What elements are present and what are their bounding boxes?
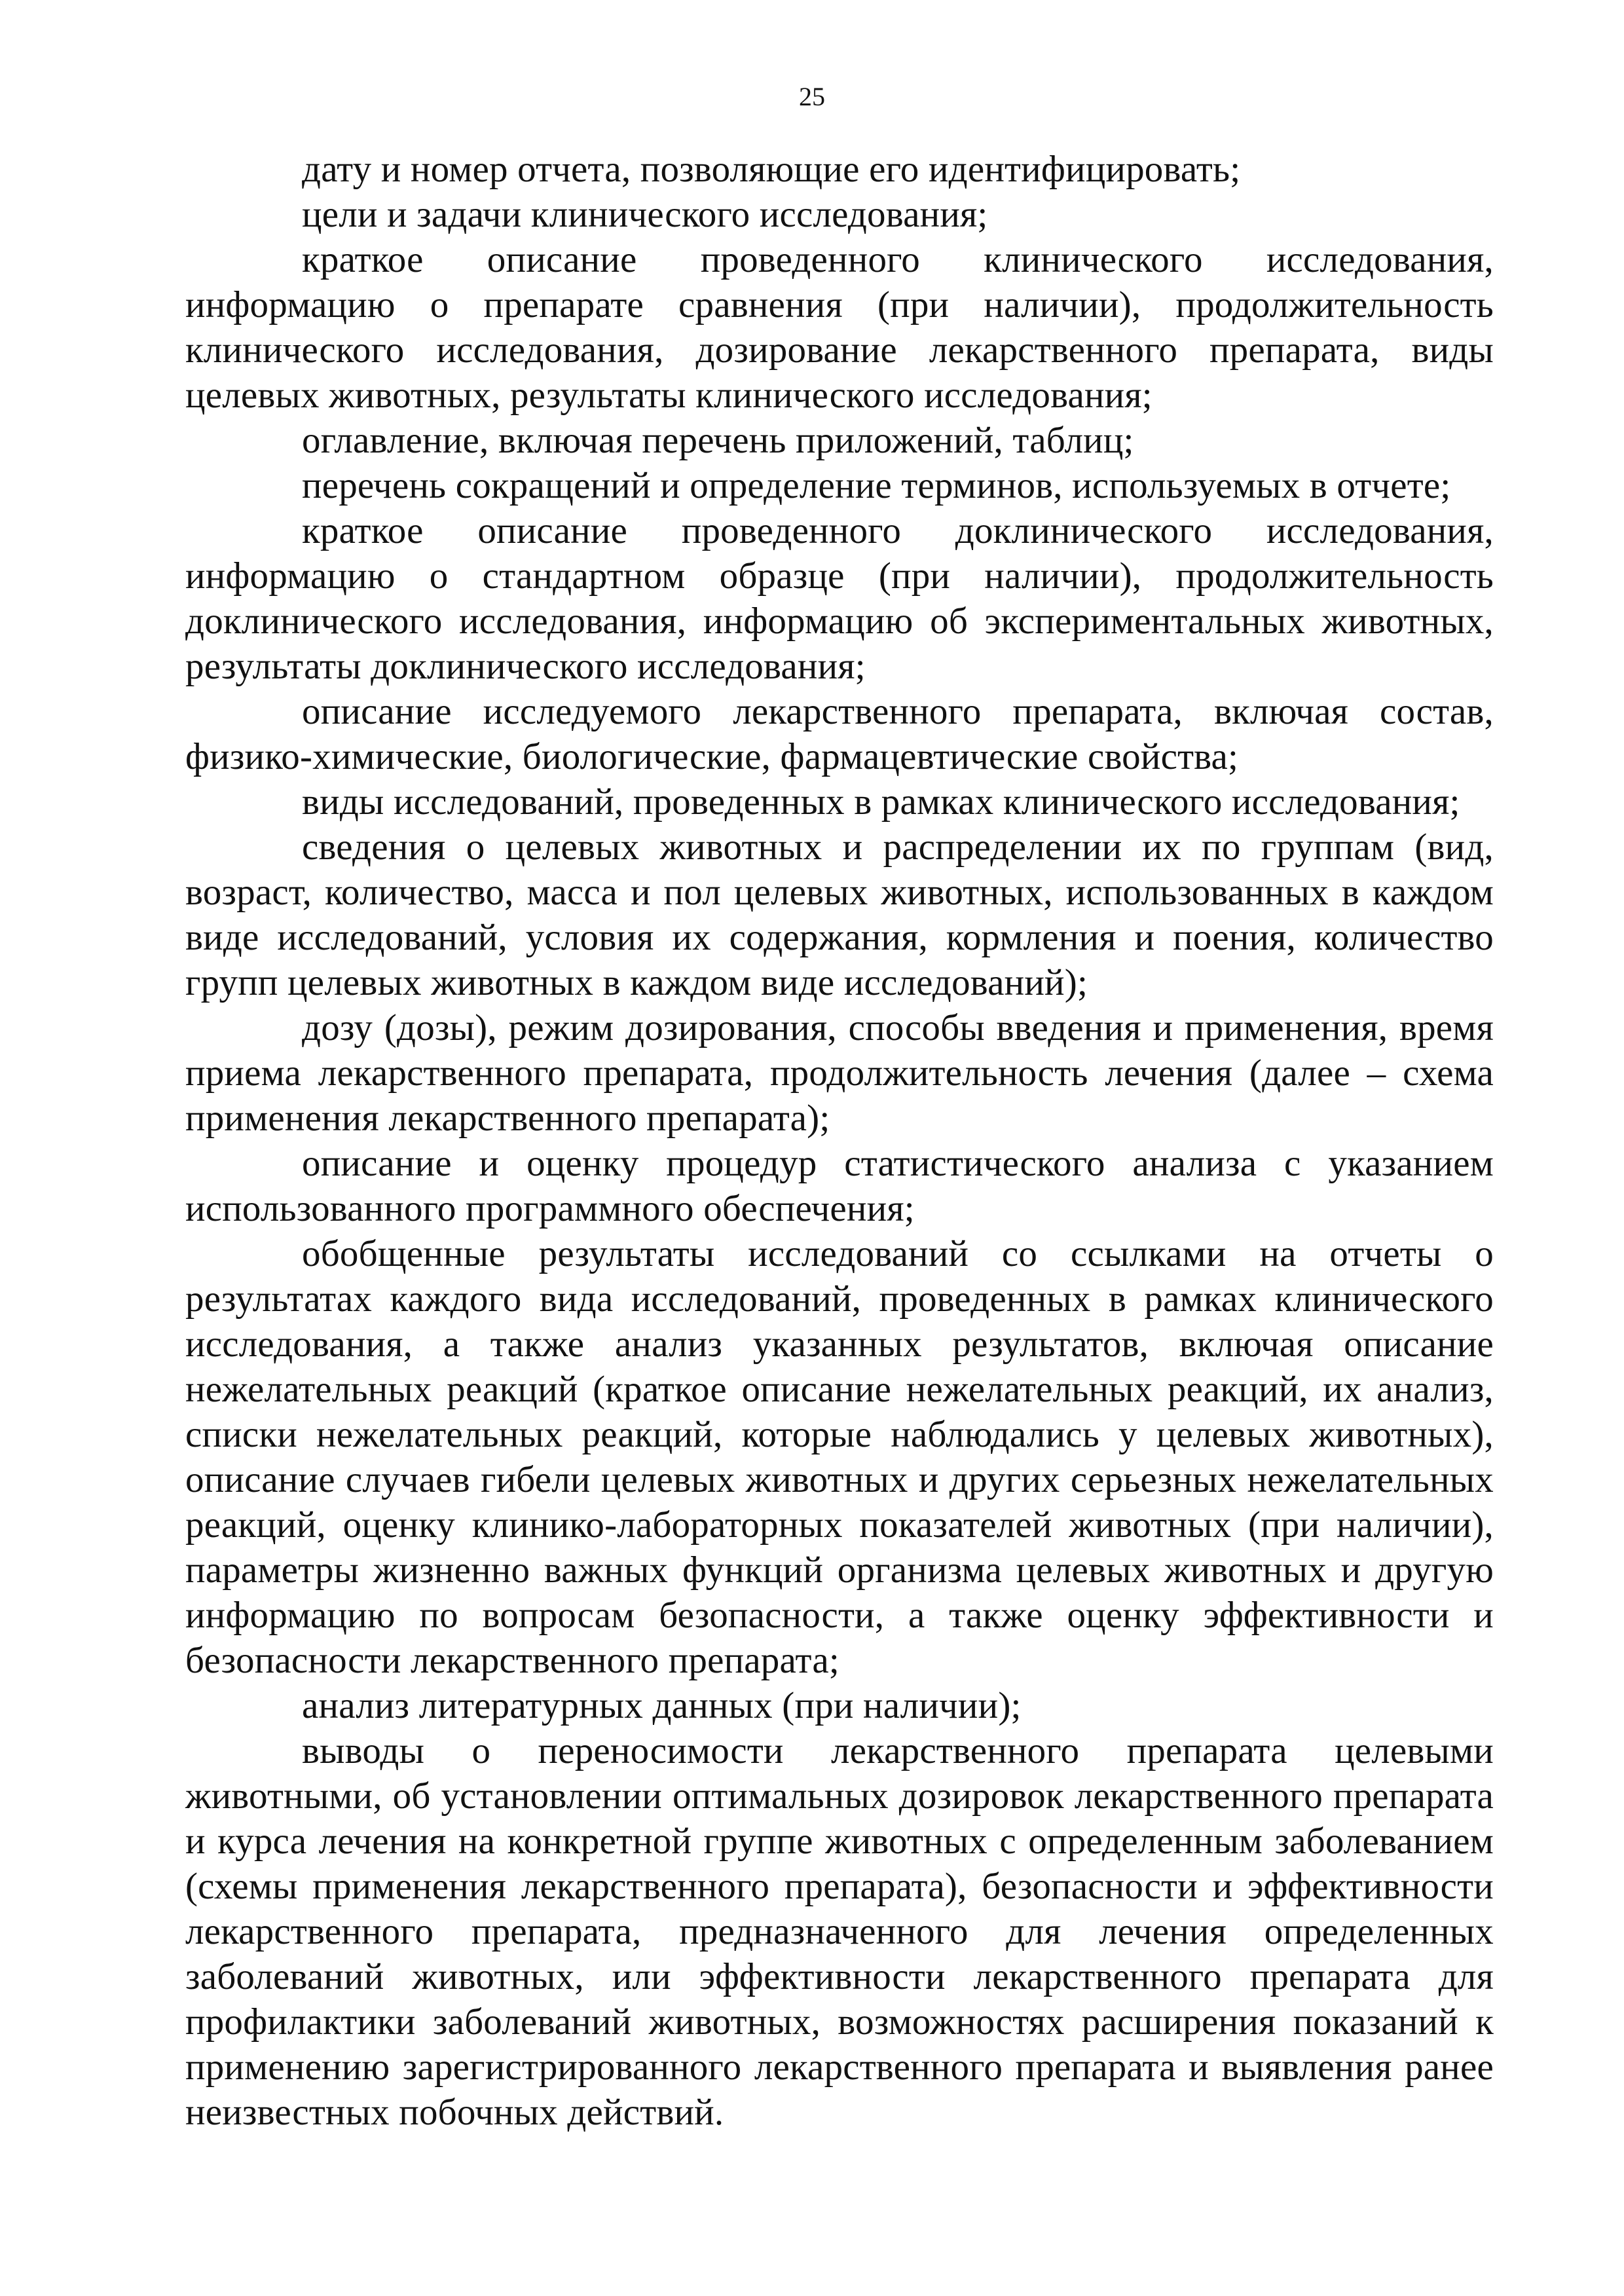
paragraph-report-date: дату и номер отчета, позволяющие его идентифицировать; [302,149,1241,190]
paragraph-literature: анализ литературных данных (при наличии); [302,1685,1022,1726]
paragraph-abbreviations: перечень сокращений и определение терминов, используемых в отчете; [302,465,1451,506]
paragraph-preclinical-summary: краткое описание проведенного доклинического исследования, информацию о стандартном образце (при наличии), продолжительность доклинического исследования, информацию об экспериментальных животных, результаты доклинического исследования; [185,510,1494,687]
paragraph-results: обобщенные результаты исследований со ссылками на отчеты о результатах каждого вида исследований, проведенных в рамках клинического исследования, а также анализ указанных результатов, включая описание нежелательных реакций (краткое описание нежелательных реакций, их анализ, списки нежелательных реакций, которые наблюдались у целевых животных), описание случаев гибели целевых животных и других серьезных нежелательных реакций, оценку клинико-лабораторных показателей животных (при наличии), параметры жизненно важных функций организма целевых животных и другую информацию по вопросам безопасности, а также оценку эффективности и безопасности лекарственного препарата; [185,1233,1494,1681]
page-number: 25 [799,82,825,111]
paragraph-target-animals: сведения о целевых животных и распределении их по группам (вид, возраст, количество, масса и пол целевых животных, использованных в каждом виде исследований, условия их содержания, кормления и поения, количество групп целевых животных в каждом виде исследований); [185,826,1494,1003]
paragraph-conclusions: выводы о переносимости лекарственного препарата целевыми животными, об установлении оптимальных дозировок лекарственного препарата и курса лечения на конкретной группе животных с определенным заболеванием (схемы применения лекарственного препарата), безопасности и эффективности лекарственного препарата, предназначенного для лечения определенных заболеваний животных, или эффективности лекарственного препарата для профилактики заболеваний животных, возможностях расширения показаний к применению зарегистрированного лекарственного препарата и выявления ранее неизвестных побочных действий. [185,1730,1494,2133]
paragraph-statistics: описание и оценку процедур статистического анализа с указанием использованного программного обеспечения; [185,1143,1494,1229]
paragraph-clinical-summary: краткое описание проведенного клинического исследования, информацию о препарате сравнения (при наличии), продолжительность клинического исследования, дозирование лекарственного препарата, виды целевых животных, результаты клинического исследования; [185,239,1494,416]
paragraph-goals: цели и задачи клинического исследования; [302,194,988,235]
paragraph-dosage: дозу (дозы), режим дозирования, способы введения и применения, время приема лекарственного препарата, продолжительность лечения (далее – схема применения лекарственного препарата); [185,1007,1494,1139]
paragraph-study-types: виды исследований, проведенных в рамках клинического исследования; [302,781,1460,823]
paragraph-drug-description: описание исследуемого лекарственного препарата, включая состав, физико-химические, биологические, фармацевтические свойства; [185,691,1494,777]
document-body [185,147,1494,2135]
paragraph-table-of-contents: оглавление, включая перечень приложений, таблиц; [302,420,1134,461]
